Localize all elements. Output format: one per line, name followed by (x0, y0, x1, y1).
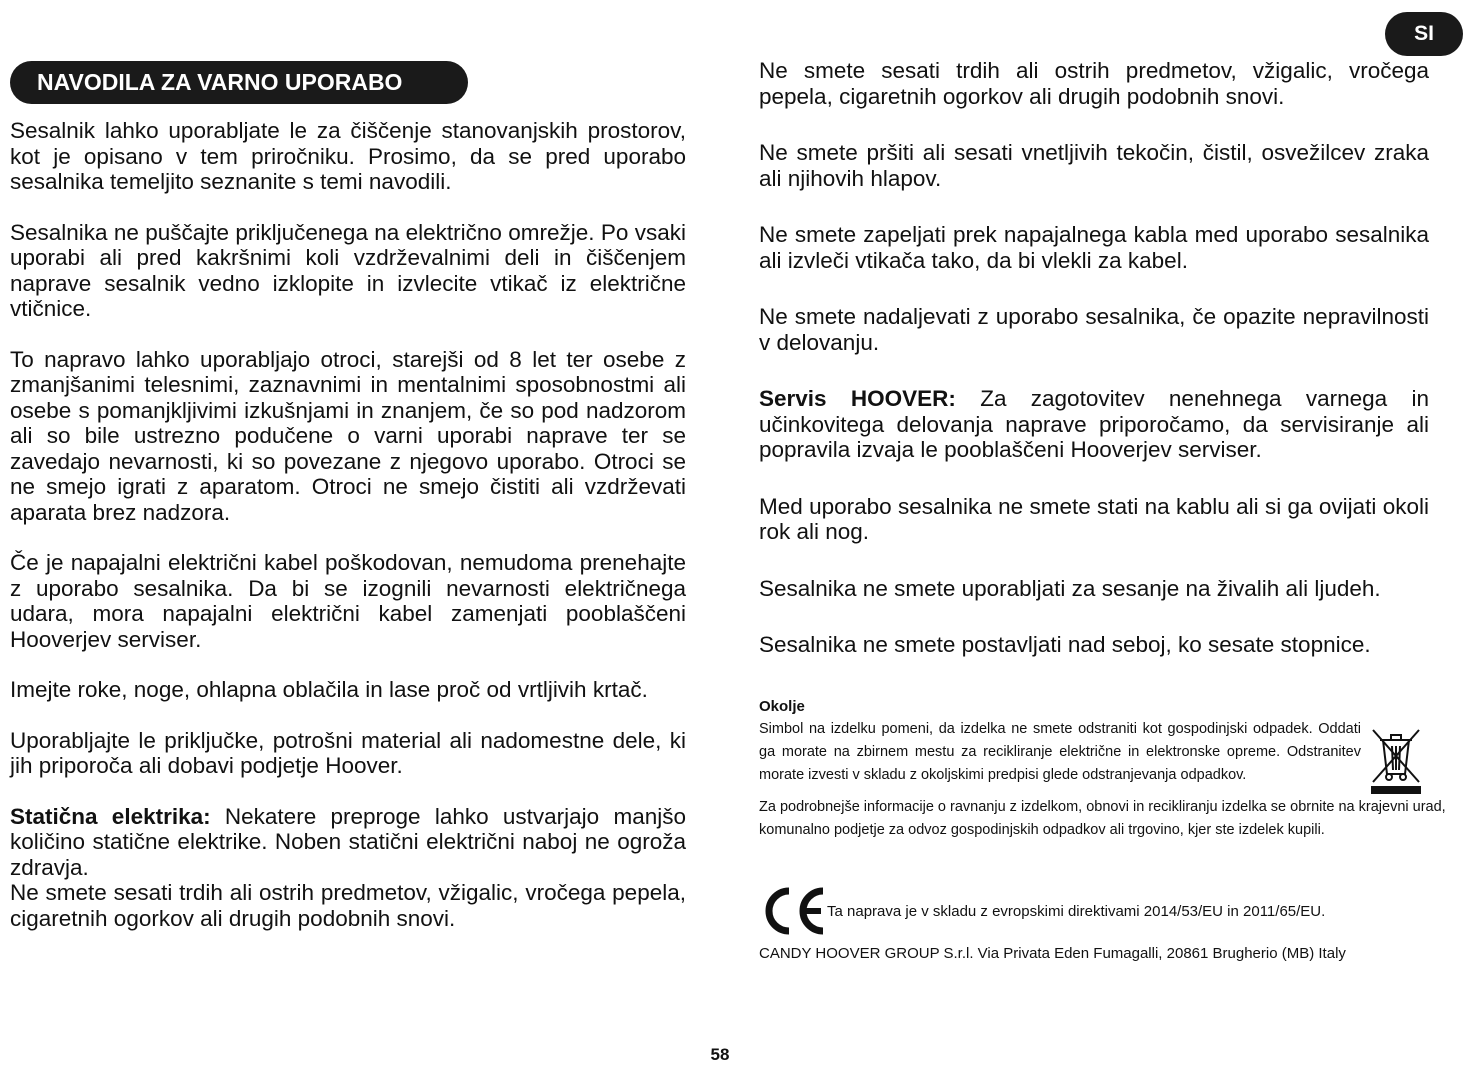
ce-text: Ta naprava je v skladu z evropskimi direktivami 2014/53/EU in 2011/65/EU. (827, 902, 1326, 920)
environment-title: Okolje (759, 698, 805, 715)
environment-section (759, 695, 1449, 842)
paragraph-service (759, 386, 1429, 463)
paragraph-children: To napravo lahko uporabljajo otroci, starejši od 8 let ter osebe z zmanjšanimi telesnimi, zaznavnimi in mentalnimi sposobnostmi ali osebe s pomanjkljivimi izkušnjami in znanjem, če so pod nadzorom ali so bile ustrezno podučene o varni uporabi naprave ter se zavedajo nevarnosti, ki so povezane z njegovo uporabo. Otroci se ne smejo igrati z aparatom. Otroci ne smejo čistiti ali vzdrževati aparata brez nadzora. (10, 346, 686, 525)
static-text: Nekatere preproge lahko ustvarjajo manjšo količino statične elektrike. Noben statični električni naboj ne ogroža zdravja. (10, 803, 687, 880)
paragraph-stairs: Sesalnika ne smete postavljati nad seboj, ko sesate stopnice. (759, 632, 1371, 657)
paragraph-sharp-objects: Ne smete sesati trdih ali ostrih predmetov, vžigalic, vročega pepela, cigaretnih ogorkov ali drugih podobnih snovi. (759, 58, 1429, 109)
company-address: CANDY HOOVER GROUP S.r.l. Via Privata Eden Fumagalli, 20861 Brugherio (MB) Italy (759, 945, 1346, 962)
environment-row (759, 718, 1449, 796)
language-badge: SI (1385, 12, 1463, 56)
crossed-bin-icon (1365, 718, 1427, 796)
ce-declaration (759, 885, 1325, 937)
paragraph-cord: Ne smete zapeljati prek napajalnega kabla med uporabo sesalnika ali izvleči vtikača tako, da bi vlekli za kabel. (759, 222, 1429, 273)
paragraph-unplug: Sesalnika ne puščajte priključenega na električno omrežje. Po vsaki uporabi ali pred kakršnimi koli vzdrževalnimi deli in čiščenjem naprave sesalnik vedno izklopite in izvlecite vtikač iz električne vtičnice. (10, 219, 686, 321)
left-column (10, 118, 686, 931)
environment-more-info: Za podrobnejše informacije o ravnanju z izdelkom, obnovi in recikliranju izdelka se obrnite na krajevni urad, komunalno podjetje za odvoz gospodinjskih odpadkov ali trgovino, kjer ste izdelek kupili. (759, 799, 1446, 838)
section-heading-text: NAVODILA ZA VARNO UPORABO (37, 69, 403, 95)
section-heading (10, 61, 468, 104)
paragraph-malfunction: Ne smete nadaljevati z uporabo sesalnika, če opazite nepravilnosti v delovanju. (759, 304, 1429, 355)
page-number: 58 (710, 1045, 730, 1064)
environment-text: Simbol na izdelku pomeni, da izdelka ne smete odstraniti kot gospodinjski odpadek. Oddati ga morate na zbirnem mestu za recikliranje električne in elektronske opreme. Odstranitev morate izvesti v skladu z okoljskimi predpisi glede odstranjevanja odpadkov. (759, 721, 1361, 783)
paragraph-sharp-objects-left: Ne smete sesati trdih ali ostrih predmetov, vžigalic, vročega pepela, cigaretnih ogorkov ali drugih podobnih snovi. (10, 880, 686, 931)
paragraph-animals: Sesalnika ne smete uporabljati za sesanje na živalih ali ljudeh. (759, 575, 1381, 601)
paragraph-flammable: Ne smete pršiti ali sesati vnetljivih tekočin, čistil, osvežilcev zraka ali njihovih hlapov. (759, 140, 1429, 191)
service-label: Servis HOOVER: (759, 386, 956, 411)
right-column (759, 58, 1429, 689)
static-label: Statična elektrika: (10, 803, 211, 829)
paragraph-cable: Če je napajalni električni kabel poškodovan, nemudoma prenehajte z uporabo sesalnika. Da bi se izognili nevarnosti električnega udara, mora napajalni električni kabel zamenjati pooblaščeni Hooverjev serviser. (10, 550, 686, 652)
service-text: Za zagotovitev nenehnega varnega in učinkovitega delovanja naprave priporočamo, da servisiranje ali popravila izvaja le pooblaščeni Hooverjev serviser. (759, 386, 1429, 462)
paragraph-static (10, 804, 686, 881)
ce-mark-icon (759, 885, 827, 937)
paragraph-brushes: Imejte roke, noge, ohlapna oblačila in lase proč od vrtljivih krtač. (10, 677, 648, 702)
paragraph-standing-cable: Med uporabo sesalnika ne smete stati na kablu ali si ga ovijati okoli rok ali nog. (759, 493, 1429, 544)
paragraph-accessories: Uporabljajte le priključke, potrošni material ali nadomestne dele, ki jih priporoča ali dobavi podjetje Hoover. (10, 727, 686, 778)
paragraph-usage: Sesalnik lahko uporabljate le za čiščenje stanovanjskih prostorov, kot je opisano v tem priročniku. Prosimo, da se pred uporabo sesalnika temeljito seznanite s temi navodili. (10, 118, 686, 194)
